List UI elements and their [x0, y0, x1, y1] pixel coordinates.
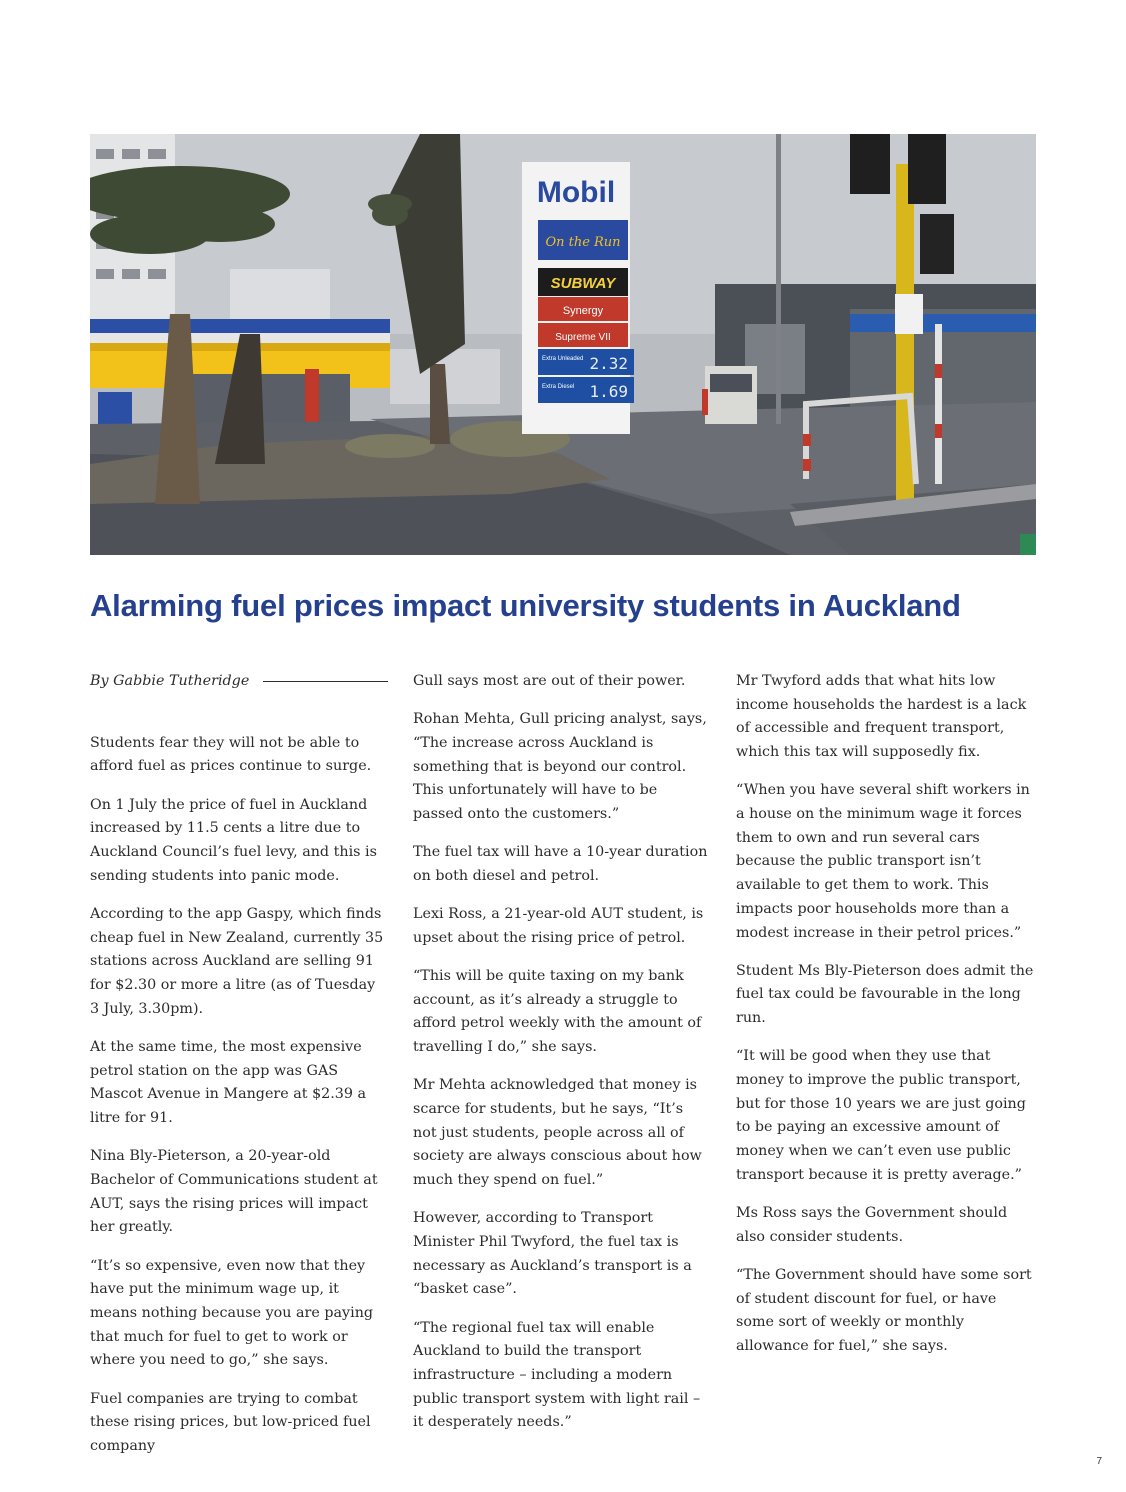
paragraph: The fuel tax will have a 10-year duration on both diesel and petrol.: [413, 844, 708, 884]
article-column-2: [413, 670, 711, 1450]
byline: [90, 670, 388, 694]
paragraph: Gull says most are out of their power.: [413, 673, 686, 689]
sign-panel-0: On the Run: [545, 235, 621, 250]
paragraph: Student Ms Bly-Pieterson does admit the fuel tax could be favourable in the long run.: [736, 962, 1034, 1027]
paragraph: Fuel companies are trying to combat these rising prices, but low-priced fuel company: [90, 1390, 371, 1454]
paragraph: “The Government should have some sort of student discount for fuel, or have some sort of weekly or monthly allowance for fuel,” she says.: [736, 1266, 1032, 1355]
article-headline: Alarming fuel prices impact university students in Auckland: [90, 588, 961, 623]
paragraph: “It’s so expensive, even now that they have put the minimum wage up, it means nothing because you are paying that much for fuel to get to work or where you need to go,” she says.: [90, 1257, 374, 1369]
paragraph: Lexi Ross, a 21-year-old AUT student, is upset about the rising price of petrol.: [413, 906, 704, 946]
paragraph: On 1 July the price of fuel in Auckland increased by 11.5 cents a litre due to Auckland Council’s fuel levy, and this is sending students into panic mode.: [90, 796, 377, 884]
price-label-1: Extra Diesel: [542, 384, 575, 390]
article-photo: [90, 134, 1036, 555]
paragraph: “It will be good when they use that money to improve the public transport, but for those 10 years we are just going to be paying an excessive amount of money when we can’t even use public transport because it is pretty average.”: [736, 1048, 1026, 1183]
price-label-0: Extra Unleaded: [542, 356, 584, 362]
sign-panel-2: Synergy: [562, 305, 604, 317]
paragraph: Rohan Mehta, Gull pricing analyst, says, “The increase across Auckland is something that is beyond our control. This unfortunately will have to be passed onto the customers.”: [413, 711, 707, 823]
sign-panel-1: SUBWAY: [550, 275, 616, 292]
paragraph: “When you have several shift workers in a house on the minimum wage it forces them to own and run several cars because the public transport isn’t available to get them to work. This impacts poor households more than a modest increase in their petrol prices.”: [736, 782, 1030, 941]
paragraph: However, according to Transport Minister Phil Twyford, the fuel tax is necessary as Auckland’s transport is a “basket case”.: [413, 1210, 692, 1298]
paragraph: Mr Mehta acknowledged that money is scarce for students, but he says, “It’s not just students, people across all of society are always conscious about how much they spend on fuel.”: [413, 1077, 702, 1189]
price-value-1: 1.69: [589, 382, 628, 401]
sign-panel-3: Supreme VII: [555, 332, 611, 343]
paragraph: Mr Twyford adds that what hits low income households the hardest is a lack of accessible and frequent transport, which this tax will supposedly fix.: [736, 673, 1027, 761]
paragraph: “The regional fuel tax will enable Auckland to build the transport infrastructure – including a modern public transport system with light rail – it desperately needs.”: [413, 1319, 701, 1431]
paragraph: Ms Ross says the Government should also consider students.: [736, 1205, 1008, 1245]
page-number: 7: [1096, 1456, 1102, 1467]
article-column-3: [736, 670, 1034, 1373]
paragraph: Students fear they will not be able to afford fuel as prices continue to surge.: [90, 734, 372, 775]
byline-author: By Gabbie Tutheridge: [90, 673, 250, 689]
paragraph: At the same time, the most expensive petrol station on the app was GAS Mascot Avenue in Mangere at $2.39 a litre for 91.: [90, 1038, 367, 1127]
mobil-sign: [522, 162, 634, 434]
article-column-1: [90, 670, 388, 1473]
sign-brand: Mobil: [536, 176, 616, 209]
paragraph: According to the app Gaspy, which finds cheap fuel in New Zealand, currently 35 stations across Auckland are selling 91 for $2.30 or more a litre (as of Tuesday 3 July, 3.30pm).: [90, 905, 384, 1017]
paragraph: “This will be quite taxing on my bank account, as it’s already a struggle to afford petrol weekly with the amount of travelling I do,” she says.: [413, 968, 702, 1056]
paragraph: Nina Bly-Pieterson, a 20-year-old Bachelor of Communications student at AUT, says the rising prices will impact her greatly.: [90, 1148, 378, 1236]
price-value-0: 2.32: [589, 354, 628, 373]
byline-rule: [263, 681, 388, 682]
